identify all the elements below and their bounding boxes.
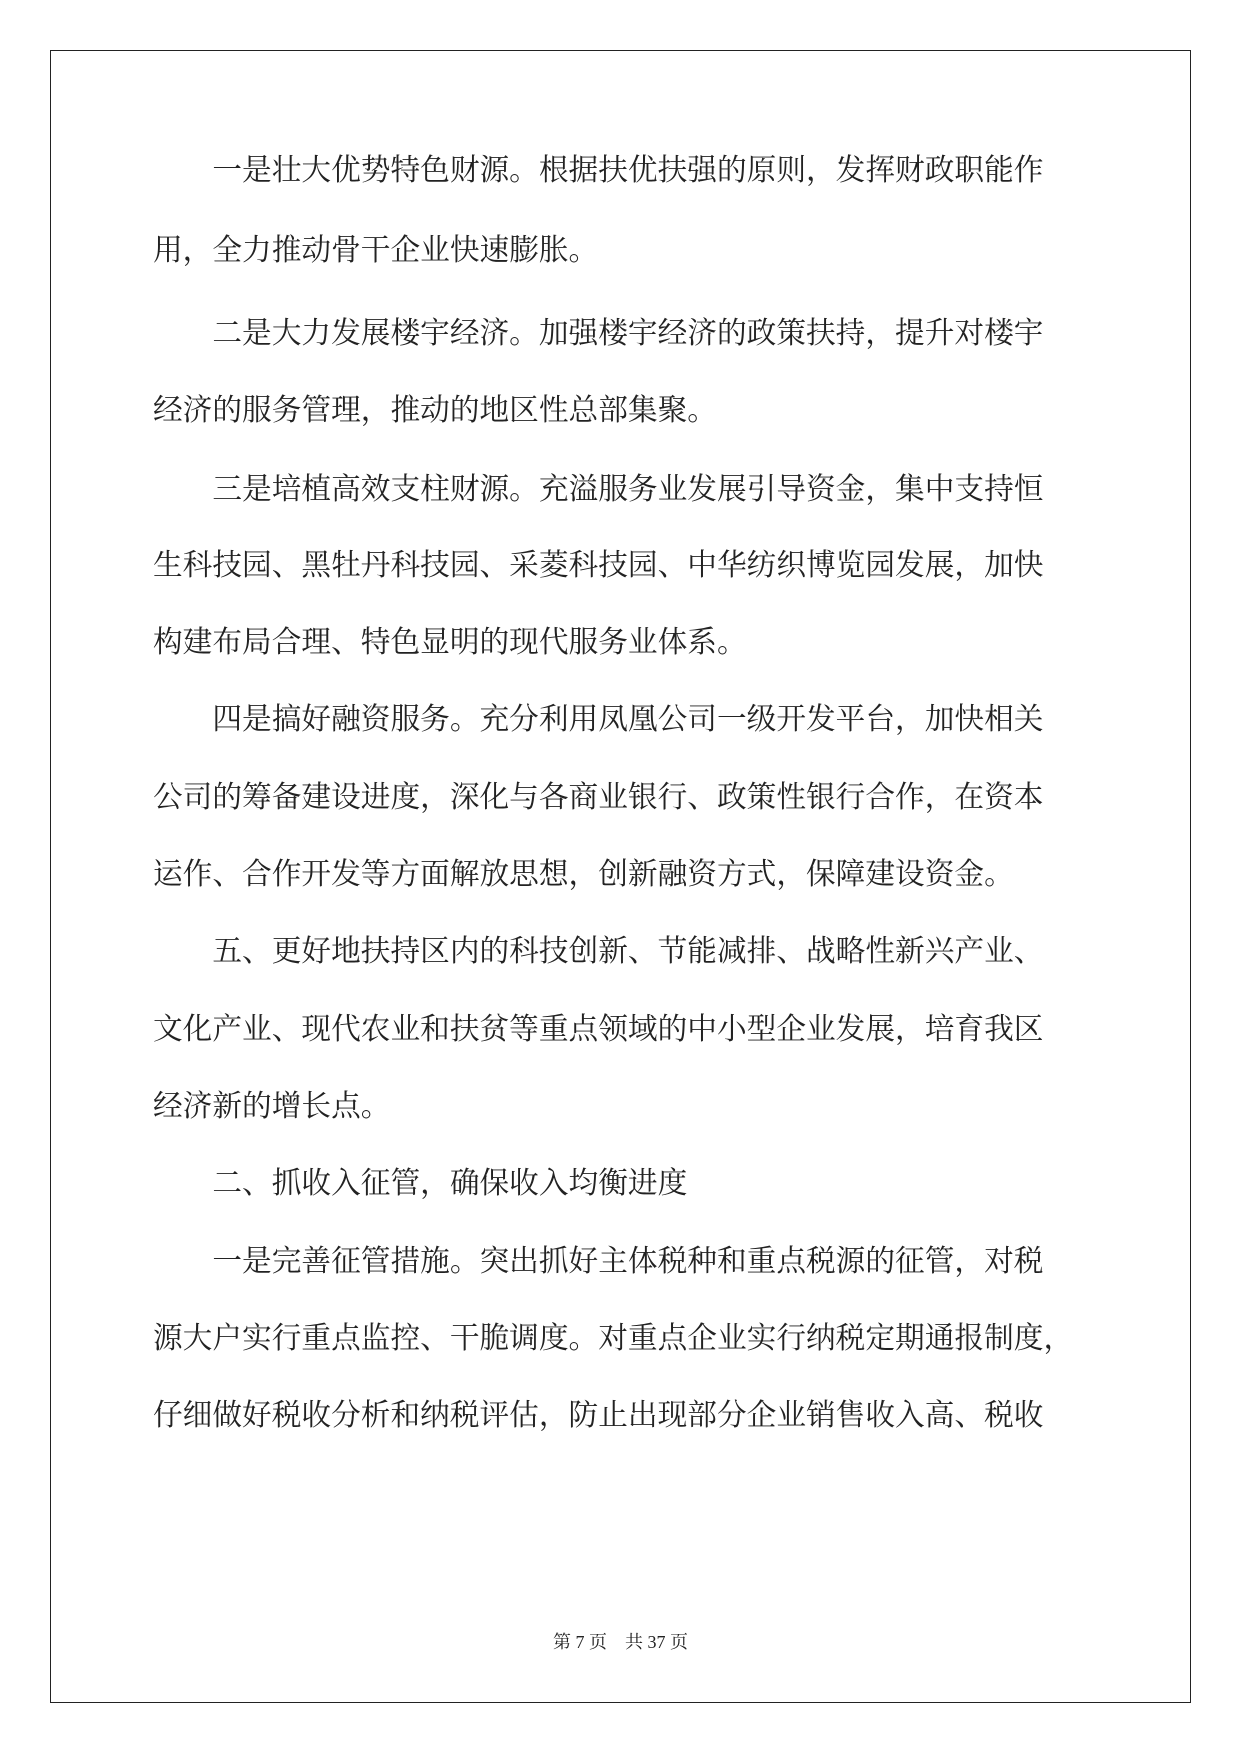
text-line: 二是大力发展楼宇经济。加强楼宇经济的政策扶持，提升对楼宇	[153, 316, 1044, 351]
text-line: 一是完善征管措施。突出抓好主体税种和重点税源的征管，对税	[153, 1244, 1044, 1279]
page-number-footer	[0, 1628, 1241, 1654]
text-line: 经济新的增长点。	[153, 1089, 391, 1124]
text-line: 五、更好地扶持区内的科技创新、节能减排、战略性新兴产业、	[153, 934, 1044, 969]
text-line: 生科技园、黑牡丹科技园、采菱科技园、中华纺织博览园发展，加快	[153, 548, 1044, 583]
text-line: 公司的筹备建设进度，深化与各商业银行、政策性银行合作，在资本	[153, 780, 1044, 815]
page-number-label: 第 7 页 共 37 页	[553, 1632, 688, 1652]
section-heading: 二、抓收入征管，确保收入均衡进度	[153, 1166, 688, 1201]
text-line: 仔细做好税收分析和纳税评估，防止出现部分企业销售收入高、税收	[153, 1398, 1044, 1433]
text-line: 经济的服务管理，推动的地区性总部集聚。	[153, 393, 717, 428]
text-line: 一是壮大优势特色财源。根据扶优扶强的原则，发挥财政职能作	[153, 153, 1044, 188]
text-line: 源大户实行重点监控、干脆调度。对重点企业实行纳税定期通报制度，	[153, 1321, 1074, 1356]
text-line: 四是搞好融资服务。充分利用凤凰公司一级开发平台，加快相关	[153, 702, 1044, 737]
text-line: 文化产业、现代农业和扶贫等重点领域的中小型企业发展，培育我区	[153, 1012, 1044, 1047]
text-line: 构建布局合理、特色显明的现代服务业体系。	[153, 625, 747, 660]
text-line: 运作、合作开发等方面解放思想，创新融资方式，保障建设资金。	[153, 857, 1014, 892]
text-line: 三是培植高效支柱财源。充溢服务业发展引导资金，集中支持恒	[153, 472, 1044, 507]
text-line: 用，全力推动骨干企业快速膨胀。	[153, 233, 599, 268]
